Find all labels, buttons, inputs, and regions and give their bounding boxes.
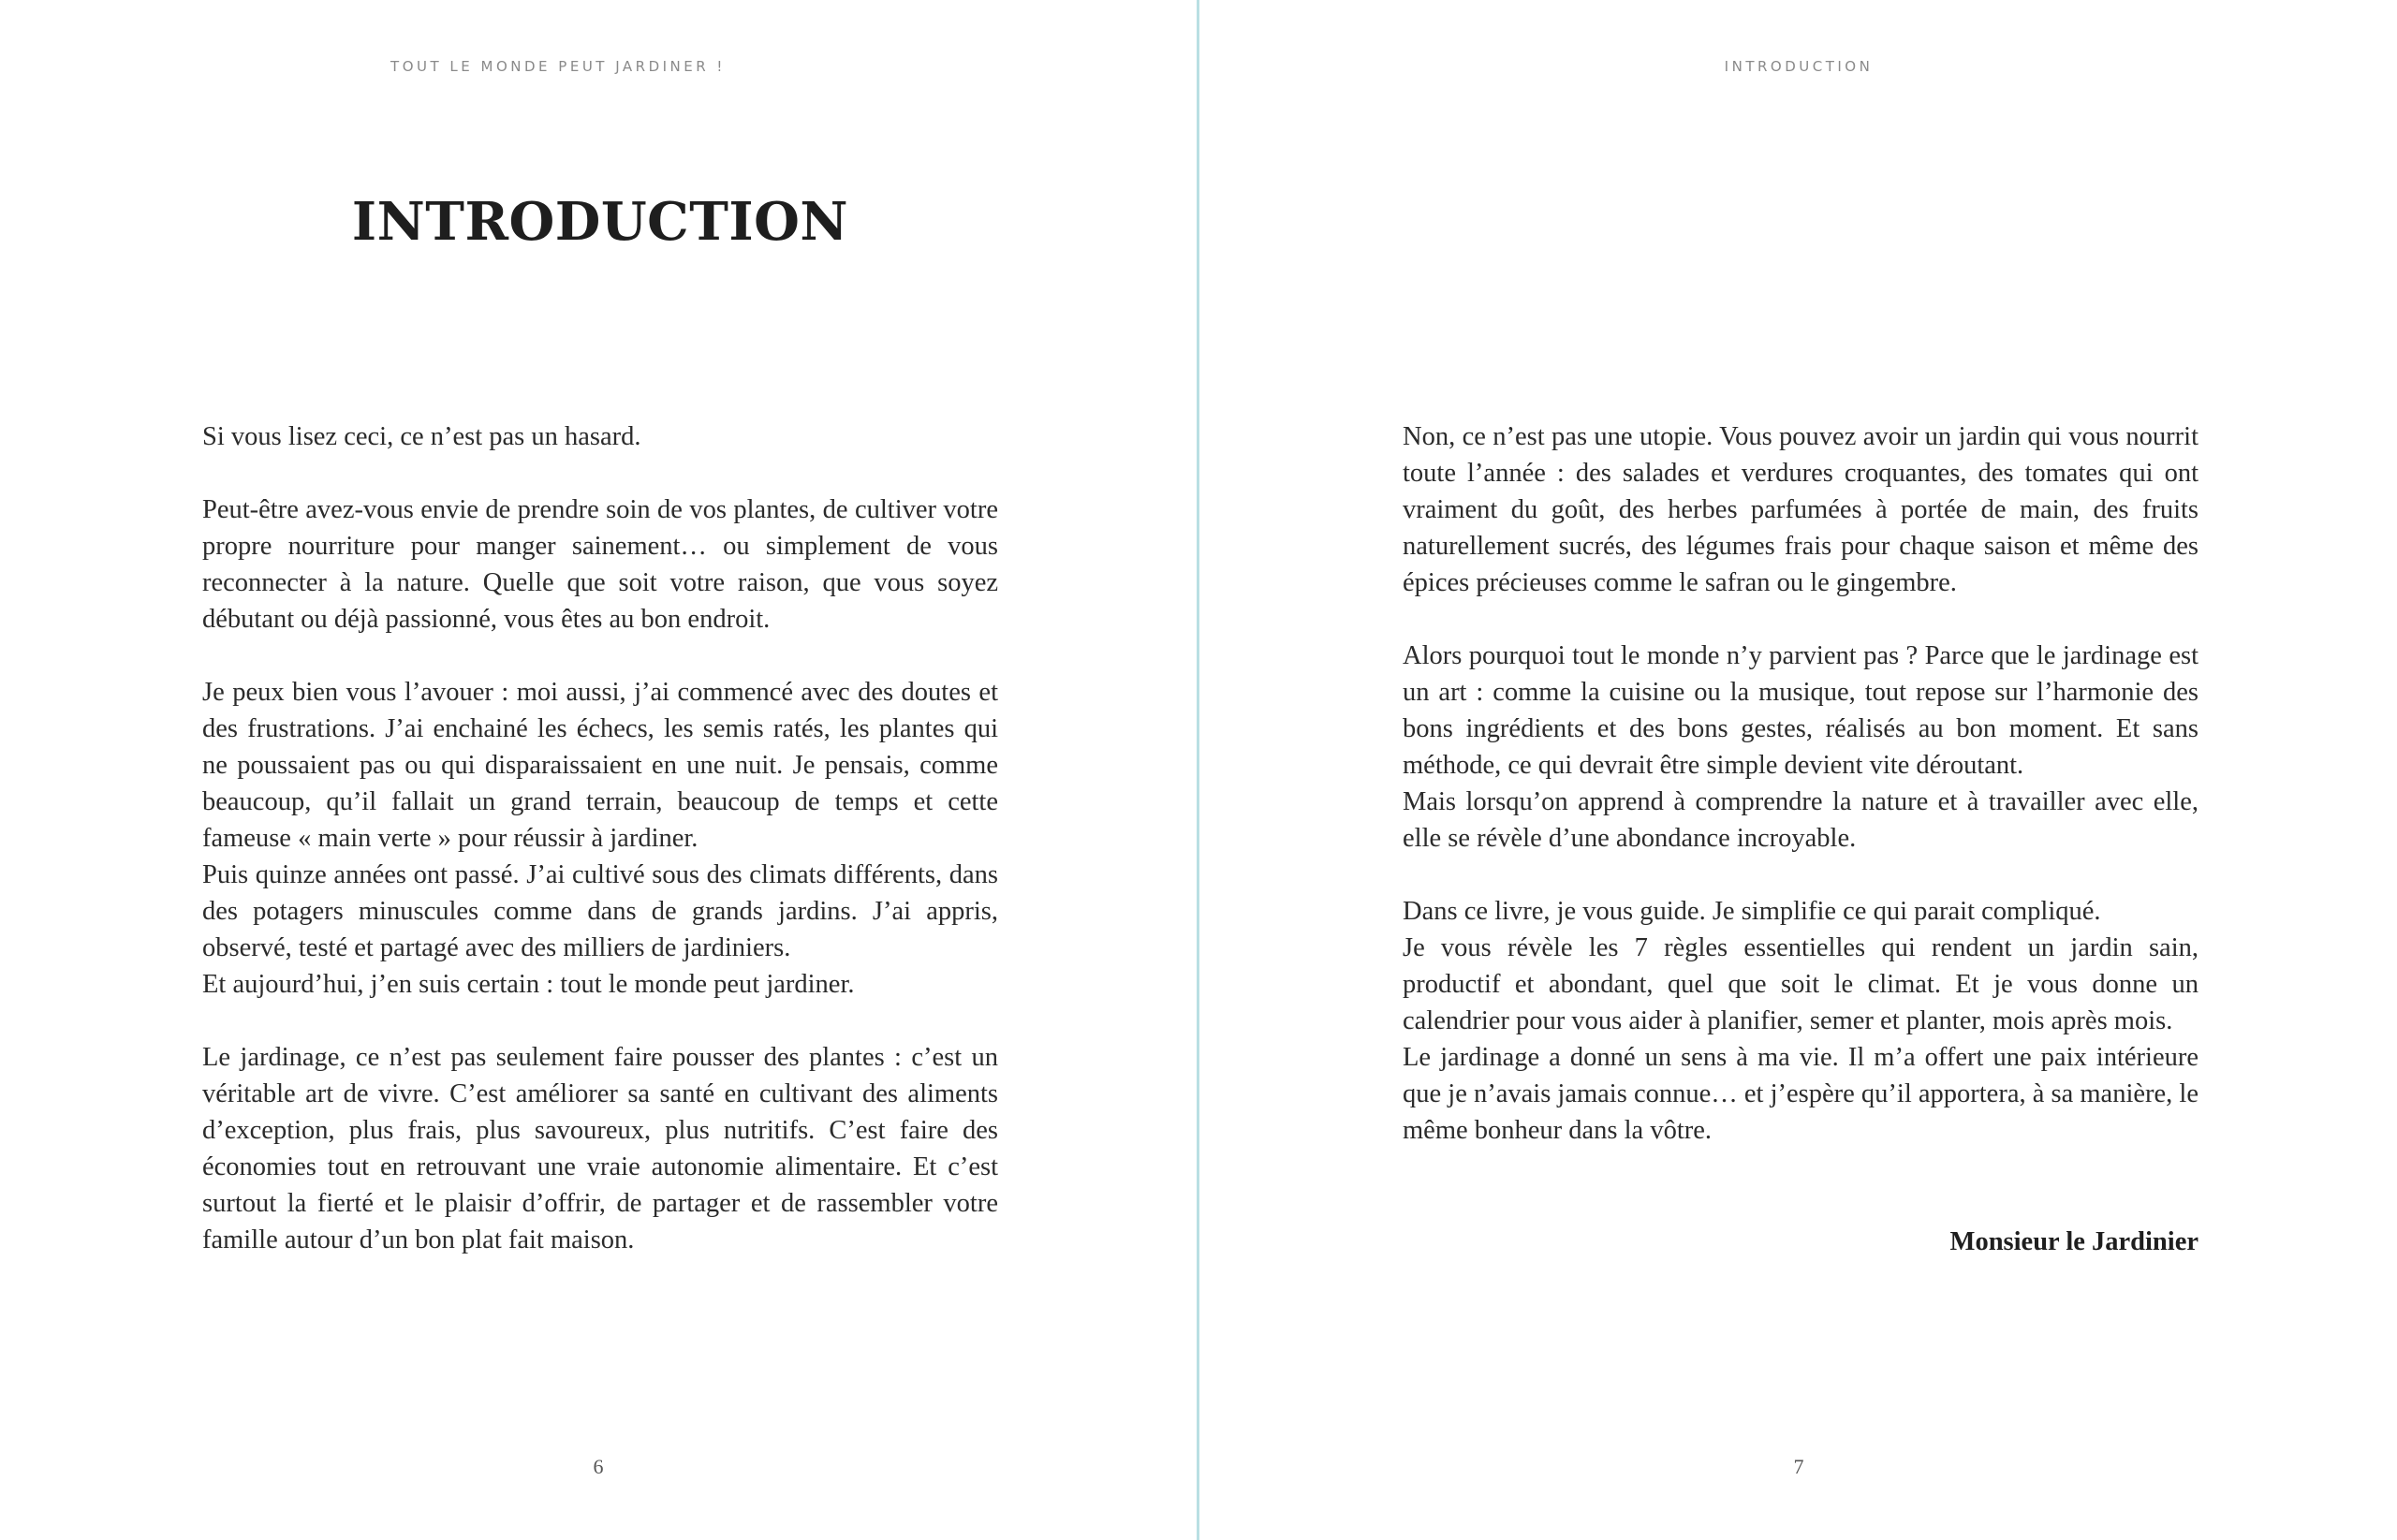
paragraph: Je peux bien vous l’avouer : moi aussi, j’ai commencé avec des doutes et des frustrations. J’ai enchainé les échecs, les semis ratés, les plantes qui ne poussaient pas ou qui disparaissaient en une nuit. Je pensais, comme beaucoup, qu’il fallait un grand terrain, beaucoup de temps et cette fameuse « main verte » pour réussir à jardiner. xyxy=(202,678,998,853)
running-head-text: INTRODUCTION xyxy=(1724,58,1874,75)
paragraph: Non, ce n’est pas une utopie. Vous pouvez avoir un jardin qui vous nourrit toute l’année : des salades et verdures croquantes, des tomates qui ont vraiment du goût, des herbes parfumées à portée de main, des fruits naturellement sucrés, des légumes frais pour chaque saison et même des épices précieuses comme le safran ou le gingembre. xyxy=(1403,422,2198,597)
paragraph: Puis quinze années ont passé. J’ai cultivé sous des climats différents, dans des potagers minuscules comme dans de grands jardins. J’ai appris, observé, testé et partagé avec des milliers de jardiniers. xyxy=(202,860,998,962)
running-head-text: TOUT LE MONDE PEUT JARDINER ! xyxy=(390,58,726,75)
paragraph: Dans ce livre, je vous guide. Je simplifie ce qui parait compliqué. xyxy=(1403,897,2101,926)
right-page xyxy=(1200,0,2397,1540)
page-gutter xyxy=(1197,0,1199,1540)
paragraph: Le jardinage a donné un sens à ma vie. Il m’a offert une paix intérieure que je n’avais jamais connue… et j’espère qu’il apportera, à sa manière, le même bonheur dans la vôtre. xyxy=(1403,1043,2198,1145)
paragraph: Je vous révèle les 7 règles essentielles qui rendent un jardin sain, productif et abondant, quel que soit le climat. Et je vous donne un calendrier pour vous aider à planifier, semer et planter, mois après mois. xyxy=(1403,933,2198,1035)
author-signature: Monsieur le Jardinier xyxy=(1949,1227,2198,1256)
page-number-right: 7 xyxy=(1793,1455,1804,1478)
paragraph: Et aujourd’hui, j’en suis certain : tout le monde peut jardiner. xyxy=(202,970,855,999)
chapter-title-text: INTRODUCTION xyxy=(351,191,849,253)
page-number-left: 6 xyxy=(593,1455,604,1478)
running-head-left xyxy=(0,58,1197,75)
paragraph: Alors pourquoi tout le monde n’y parvient pas ? Parce que le jardinage est un art : comme la cuisine ou la musique, tout repose sur l’harmonie des bons ingrédients et des bons gestes, réalisés au bon moment. Et sans méthode, ce qui devrait être simple devient vite déroutant. xyxy=(1403,641,2198,780)
chapter-title xyxy=(0,191,1197,253)
left-body-text xyxy=(202,418,998,1295)
left-page xyxy=(0,0,1197,1540)
paragraph: Le jardinage, ce n’est pas seulement faire pousser des plantes : c’est un véritable art de vivre. C’est améliorer sa santé en cultivant des aliments d’exception, plus frais, plus savoureux, plus nutritifs. C’est faire des économies tout en retrouvant une vraie autonomie alimentaire. Et c’est surtout la fierté et le plaisir d’offrir, de partager et de rassembler votre famille autour d’un bon plat fait maison. xyxy=(202,1043,998,1254)
paragraph: Peut-être avez-vous envie de prendre soin de vos plantes, de cultiver votre propre nourriture pour manger sainement… ou simplement de vous reconnecter à la nature. Quelle que soit votre raison, que vous soyez débutant ou déjà passionné, vous êtes au bon endroit. xyxy=(202,495,998,634)
paragraph: Mais lorsqu’on apprend à comprendre la nature et à travailler avec elle, elle se révèle d’une abondance incroyable. xyxy=(1403,787,2198,853)
right-body-text xyxy=(1403,418,2198,1185)
paragraph: Si vous lisez ceci, ce n’est pas un hasard. xyxy=(202,422,641,451)
running-head-right xyxy=(1200,58,2397,75)
